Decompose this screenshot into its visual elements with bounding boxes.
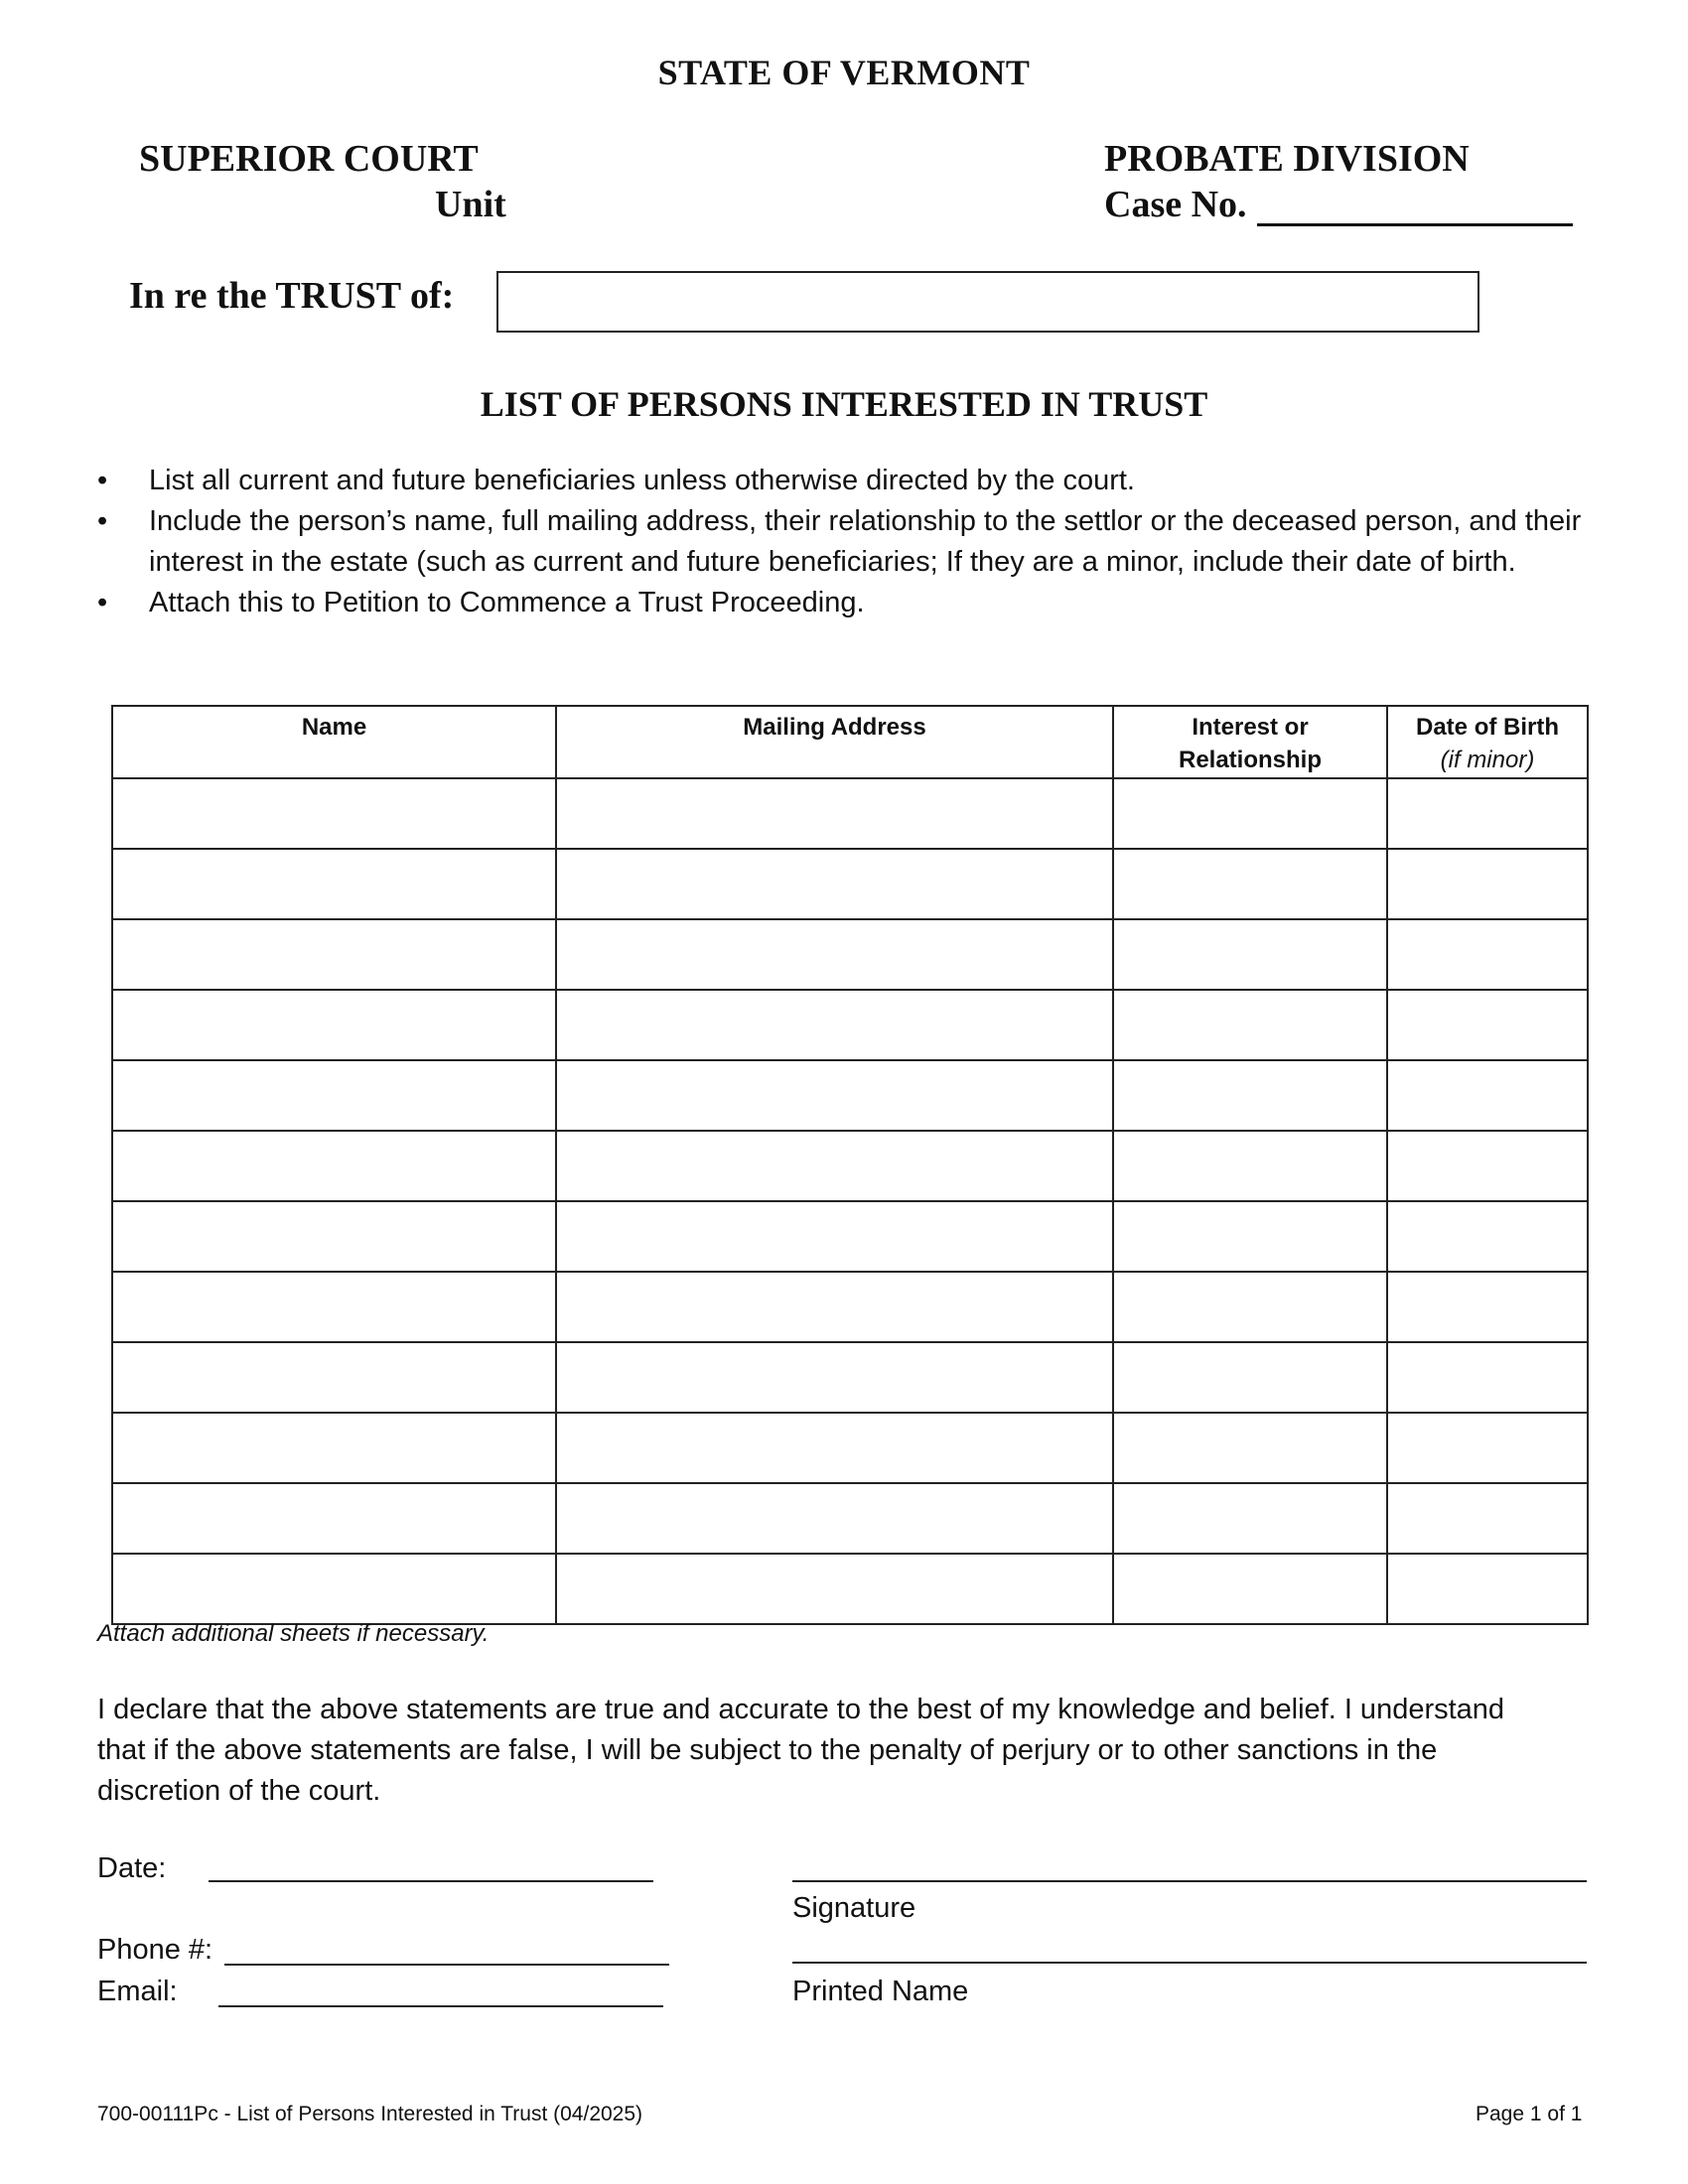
cell-address[interactable] — [556, 990, 1113, 1060]
cell-interest[interactable] — [1113, 1131, 1387, 1201]
table-row — [112, 1272, 1588, 1342]
column-header-interest: Interest or Relationship — [1113, 706, 1387, 778]
persons-table — [111, 705, 1589, 1625]
printed-name-label: Printed Name — [792, 1976, 969, 2007]
cell-interest[interactable] — [1113, 849, 1387, 919]
case-number — [1104, 183, 1573, 226]
table-row — [112, 1131, 1588, 1201]
bullet-icon: • — [97, 465, 108, 496]
division-name: PROBATE DIVISION — [1104, 138, 1470, 180]
cell-address[interactable] — [556, 778, 1113, 849]
table-row — [112, 1483, 1588, 1554]
table-row — [112, 1342, 1588, 1413]
table-row — [112, 849, 1588, 919]
form-title: LIST OF PERSONS INTERESTED IN TRUST — [480, 384, 1208, 424]
cell-dob[interactable] — [1387, 1554, 1588, 1624]
cell-address[interactable] — [556, 1131, 1113, 1201]
column-header-dob: Date of Birth (if minor) — [1387, 706, 1588, 778]
table-row — [112, 1554, 1588, 1624]
phone-field[interactable] — [224, 1924, 669, 1966]
in-re-label: In re the TRUST of: — [129, 275, 455, 317]
cell-address[interactable] — [556, 919, 1113, 990]
cell-interest[interactable] — [1113, 1272, 1387, 1342]
cell-name[interactable] — [112, 849, 556, 919]
phone-label: Phone #: — [97, 1934, 213, 1966]
table-row — [112, 990, 1588, 1060]
cell-dob[interactable] — [1387, 1131, 1588, 1201]
cell-address[interactable] — [556, 1554, 1113, 1624]
cell-address[interactable] — [556, 1272, 1113, 1342]
cell-address[interactable] — [556, 849, 1113, 919]
cell-dob[interactable] — [1387, 1342, 1588, 1413]
cell-name[interactable] — [112, 1483, 556, 1554]
cell-name[interactable] — [112, 1201, 556, 1272]
cell-address[interactable] — [556, 1060, 1113, 1131]
page-number: Page 1 of 1 — [1476, 2103, 1583, 2125]
cell-dob[interactable] — [1387, 1413, 1588, 1483]
cell-interest[interactable] — [1113, 990, 1387, 1060]
instruction-item: • Include the person’s name, full mailing address, their relationship to the settlor or the deceased person, and their interest in the estate (such as current and future beneficiaries; If they are a minor, include their date of birth. — [97, 501, 1587, 583]
instructions-list — [97, 461, 1587, 623]
email-label: Email: — [97, 1976, 178, 2007]
case-number-field[interactable] — [1257, 190, 1573, 226]
persons-table-body — [112, 778, 1588, 1624]
column-header-address: Mailing Address — [556, 706, 1113, 778]
attach-note: Attach additional sheets if necessary. — [97, 1620, 490, 1647]
cell-name[interactable] — [112, 778, 556, 849]
cell-name[interactable] — [112, 1272, 556, 1342]
signature-field[interactable] — [792, 1841, 1587, 1882]
table-row — [112, 778, 1588, 849]
cell-dob[interactable] — [1387, 1272, 1588, 1342]
declaration-text: I declare that the above statements are true and accurate to the best of my knowledge and belief. I understand that if the above statements are false, I will be subject to the penalty of perjury or to other sanctions in the discretion of the court. — [97, 1694, 1505, 1807]
unit-label: Unit — [435, 184, 506, 225]
printed-name-field[interactable] — [792, 1922, 1587, 1964]
cell-dob[interactable] — [1387, 1060, 1588, 1131]
table-header-row — [112, 706, 1588, 778]
court-name: SUPERIOR COURT — [139, 138, 479, 180]
date-field[interactable] — [209, 1841, 653, 1882]
cell-interest[interactable] — [1113, 1060, 1387, 1131]
cell-dob[interactable] — [1387, 1201, 1588, 1272]
email-field[interactable] — [218, 1966, 663, 2007]
cell-interest[interactable] — [1113, 778, 1387, 849]
instruction-item: • List all current and future beneficiaries unless otherwise directed by the court. — [97, 461, 1587, 501]
cell-name[interactable] — [112, 1554, 556, 1624]
cell-name[interactable] — [112, 1131, 556, 1201]
table-row — [112, 1201, 1588, 1272]
cell-address[interactable] — [556, 1201, 1113, 1272]
cell-interest[interactable] — [1113, 1201, 1387, 1272]
instruction-item: • Attach this to Petition to Commence a Trust Proceeding. — [97, 583, 1587, 623]
cell-dob[interactable] — [1387, 990, 1588, 1060]
signature-label: Signature — [792, 1892, 916, 1924]
column-header-name: Name — [112, 706, 556, 778]
trust-name-field[interactable] — [496, 271, 1479, 333]
bullet-icon: • — [97, 587, 108, 618]
cell-interest[interactable] — [1113, 919, 1387, 990]
cell-address[interactable] — [556, 1483, 1113, 1554]
cell-address[interactable] — [556, 1413, 1113, 1483]
cell-dob[interactable] — [1387, 778, 1588, 849]
cell-interest[interactable] — [1113, 1342, 1387, 1413]
bullet-icon: • — [97, 505, 108, 537]
cell-dob[interactable] — [1387, 1483, 1588, 1554]
case-number-label: Case No. — [1104, 184, 1247, 225]
cell-interest[interactable] — [1113, 1483, 1387, 1554]
cell-interest[interactable] — [1113, 1413, 1387, 1483]
date-label: Date: — [97, 1852, 167, 1884]
table-row — [112, 919, 1588, 990]
cell-name[interactable] — [112, 1060, 556, 1131]
state-heading: STATE OF VERMONT — [657, 53, 1031, 92]
table-row — [112, 1413, 1588, 1483]
cell-name[interactable] — [112, 990, 556, 1060]
cell-dob[interactable] — [1387, 849, 1588, 919]
cell-address[interactable] — [556, 1342, 1113, 1413]
cell-name[interactable] — [112, 1342, 556, 1413]
cell-name[interactable] — [112, 919, 556, 990]
cell-dob[interactable] — [1387, 919, 1588, 990]
cell-name[interactable] — [112, 1413, 556, 1483]
table-row — [112, 1060, 1588, 1131]
cell-interest[interactable] — [1113, 1554, 1387, 1624]
form-id: 700-00111Pc - List of Persons Interested in Trust (04/2025) — [97, 2103, 643, 2125]
